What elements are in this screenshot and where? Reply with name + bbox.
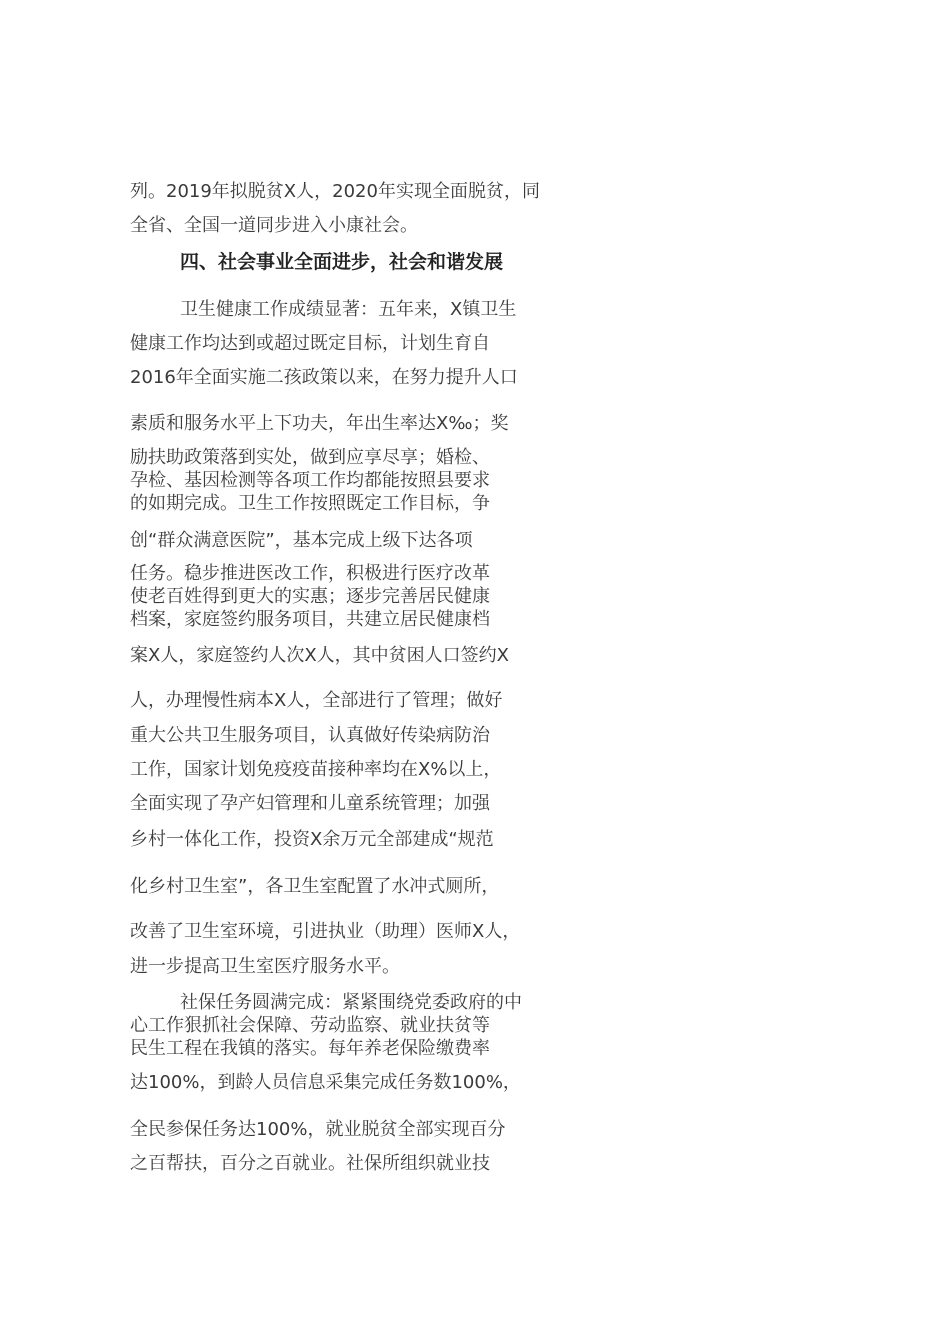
paragraph-line: 之百帮扶，百分之百就业。社保所组织就业技 (130, 1153, 490, 1174)
paragraph-line: 乡村一体化工作，投资X余万元全部建成“规范 (130, 829, 494, 850)
paragraph-line: 素质和服务水平上下功夫，年出生率达X‰；奖 (130, 413, 509, 434)
paragraph-line: 人，办理慢性病本X人，全部进行了管理；做好 (130, 690, 503, 711)
paragraph-line: 的如期完成。卫生工作按照既定工作目标，争 (130, 493, 490, 514)
paragraph-line: 化乡村卫生室”，各卫生室配置了水冲式厕所， (130, 876, 500, 897)
section-heading: 四、社会事业全面进步，社会和谐发展 (180, 251, 504, 273)
paragraph-line: 列。2019年拟脱贫X人，2020年实现全面脱贫，同 (130, 181, 540, 202)
paragraph-line: 档案，家庭签约服务项目，共建立居民健康档 (130, 609, 490, 630)
paragraph-line: 2016年全面实施二孩政策以来，在努力提升人口 (130, 367, 518, 388)
paragraph-line: 励扶助政策落到实处，做到应享尽享；婚检、 (130, 447, 490, 468)
paragraph-line: 创“群众满意医院”，基本完成上级下达各项 (130, 530, 473, 551)
paragraph-line: 进一步提高卫生室医疗服务水平。 (130, 956, 400, 977)
paragraph-line: 心工作狠抓社会保障、劳动监察、就业扶贫等 (130, 1015, 490, 1036)
paragraph-line: 全民参保任务达100%，就业脱贫全部实现百分 (130, 1119, 506, 1140)
paragraph-line: 改善了卫生室环境，引进执业（助理）医师X人， (130, 921, 521, 942)
paragraph-line: 工作，国家计划免疫疫苗接种率均在X%以上， (130, 759, 502, 780)
paragraph-line: 社保任务圆满完成：紧紧围绕党委政府的中 (180, 992, 522, 1013)
paragraph-line: 案X人，家庭签约人次X人，其中贫困人口签约X (130, 645, 509, 666)
paragraph-line: 孕检、基因检测等各项工作均都能按照县要求 (130, 470, 490, 491)
paragraph-line: 卫生健康工作成绩显著：五年来，X镇卫生 (180, 299, 517, 320)
paragraph-line: 任务。稳步推进医改工作，积极进行医疗改革 (130, 563, 490, 584)
paragraph-line: 达100%，到龄人员信息采集完成任务数100%， (130, 1072, 521, 1093)
paragraph-line: 健康工作均达到或超过既定目标，计划生育自 (130, 333, 490, 354)
paragraph-line: 全省、全国一道同步进入小康社会。 (130, 215, 418, 236)
paragraph-line: 重大公共卫生服务项目，认真做好传染病防治 (130, 725, 490, 746)
paragraph-line: 使老百姓得到更大的实惠；逐步完善居民健康 (130, 586, 490, 607)
paragraph-line: 全面实现了孕产妇管理和儿童系统管理；加强 (130, 793, 490, 814)
paragraph-line: 民生工程在我镇的落实。每年养老保险缴费率 (130, 1038, 490, 1059)
